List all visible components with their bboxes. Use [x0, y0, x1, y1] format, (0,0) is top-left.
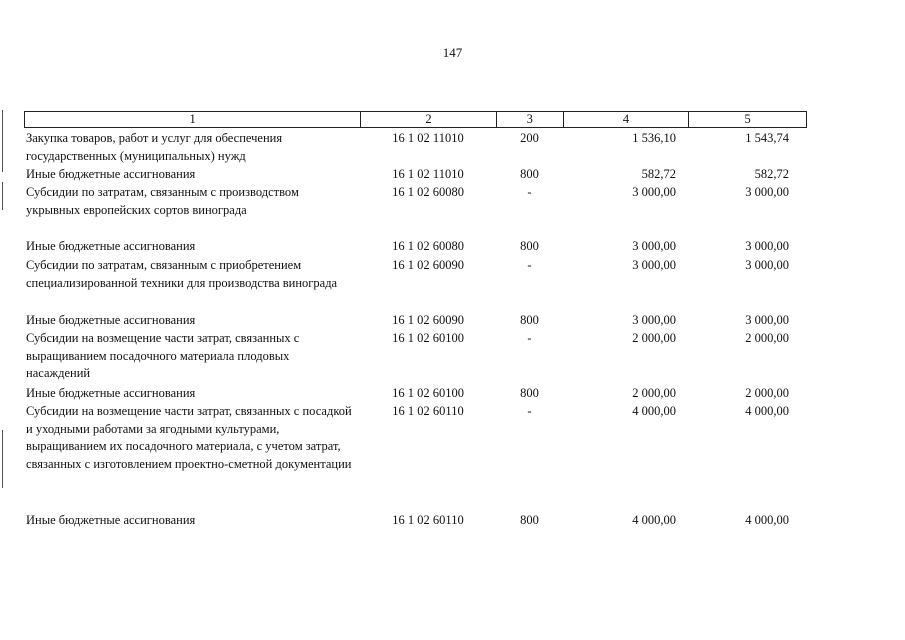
column-header-5: 5 — [688, 112, 806, 127]
table-row — [24, 184, 807, 219]
row-sum-2: 2 000,00 — [745, 386, 789, 400]
row-sum-2: 3 000,00 — [745, 313, 789, 327]
table-row — [24, 166, 807, 184]
row-sum-1: 4 000,00 — [632, 404, 676, 418]
row-code: 16 1 02 60100 — [392, 386, 464, 400]
table-row — [24, 312, 807, 330]
row-type: 800 — [520, 239, 539, 253]
scan-edge-mark — [2, 110, 3, 172]
row-name: Иные бюджетные ассигнования — [26, 167, 196, 181]
row-type: - — [527, 258, 532, 272]
row-code: 16 1 02 11010 — [392, 131, 464, 145]
row-sum-1: 4 000,00 — [632, 513, 676, 527]
row-sum-2: 3 000,00 — [745, 185, 789, 199]
column-header-2: 2 — [360, 112, 496, 127]
row-sum-2: 2 000,00 — [745, 331, 789, 345]
row-name: Субсидии на возмещение части затрат, связанных с посадкой и уходными работами за ягодными культурами, выращиванием их посадочного материала, с учетом затрат, связанных с изготовлением проектно-сметной документации — [26, 404, 352, 471]
row-type: 800 — [520, 167, 539, 181]
row-name: Иные бюджетные ассигнования — [26, 313, 196, 327]
scan-edge-mark — [2, 430, 3, 488]
row-sum-1: 2 000,00 — [632, 331, 676, 345]
row-sum-2: 582,72 — [754, 167, 789, 181]
row-code: 16 1 02 60080 — [392, 239, 464, 253]
column-header-4: 4 — [563, 112, 689, 127]
row-name: Субсидии по затратам, связанным с приобретением специализированной техники для производства винограда — [26, 258, 338, 290]
row-sum-2: 4 000,00 — [745, 404, 789, 418]
column-header-1: 1 — [189, 112, 196, 127]
row-type: 800 — [520, 513, 539, 527]
row-sum-2: 4 000,00 — [745, 513, 789, 527]
scan-edge-mark — [2, 182, 3, 210]
row-type: - — [527, 331, 532, 345]
row-name: Субсидии на возмещение части затрат, связанных с выращиванием посадочного материала плодовых насаждений — [26, 331, 300, 380]
row-code: 16 1 02 60110 — [392, 513, 464, 527]
row-sum-1: 2 000,00 — [632, 386, 676, 400]
row-type: 800 — [520, 313, 539, 327]
row-code: 16 1 02 11010 — [392, 167, 464, 181]
budget-table — [24, 111, 807, 527]
row-code: 16 1 02 60110 — [392, 404, 464, 418]
row-code: 16 1 02 60090 — [392, 313, 464, 327]
row-sum-2: 3 000,00 — [745, 239, 789, 253]
row-type: - — [527, 185, 532, 199]
page-number: 147 — [442, 45, 463, 60]
row-code: 16 1 02 60100 — [392, 331, 464, 345]
row-sum-2: 1 543,74 — [745, 131, 789, 145]
table-row — [24, 512, 807, 530]
row-code: 16 1 02 60090 — [392, 258, 464, 272]
table-row — [24, 238, 807, 256]
row-name: Субсидии по затратам, связанным с производством укрывных европейских сортов винограда — [26, 185, 299, 217]
row-sum-1: 3 000,00 — [632, 258, 676, 272]
table-header-row — [24, 111, 807, 128]
row-type: 800 — [520, 386, 539, 400]
row-code: 16 1 02 60080 — [392, 185, 464, 199]
row-sum-1: 582,72 — [641, 167, 676, 181]
column-header-3: 3 — [496, 112, 563, 127]
table-row — [24, 257, 807, 292]
row-sum-1: 3 000,00 — [632, 185, 676, 199]
row-sum-2: 3 000,00 — [745, 258, 789, 272]
row-sum-1: 1 536,10 — [632, 131, 676, 145]
row-name: Закупка товаров, работ и услуг для обеспечения государственных (муниципальных) нужд — [26, 131, 283, 163]
table-row — [24, 130, 807, 165]
table-row — [24, 330, 807, 383]
row-name: Иные бюджетные ассигнования — [26, 239, 196, 253]
row-sum-1: 3 000,00 — [632, 313, 676, 327]
table-row — [24, 385, 807, 403]
row-name: Иные бюджетные ассигнования — [26, 513, 196, 527]
row-type: - — [527, 404, 532, 418]
row-sum-1: 3 000,00 — [632, 239, 676, 253]
row-name: Иные бюджетные ассигнования — [26, 386, 196, 400]
row-type: 200 — [520, 131, 539, 145]
table-row — [24, 403, 807, 473]
